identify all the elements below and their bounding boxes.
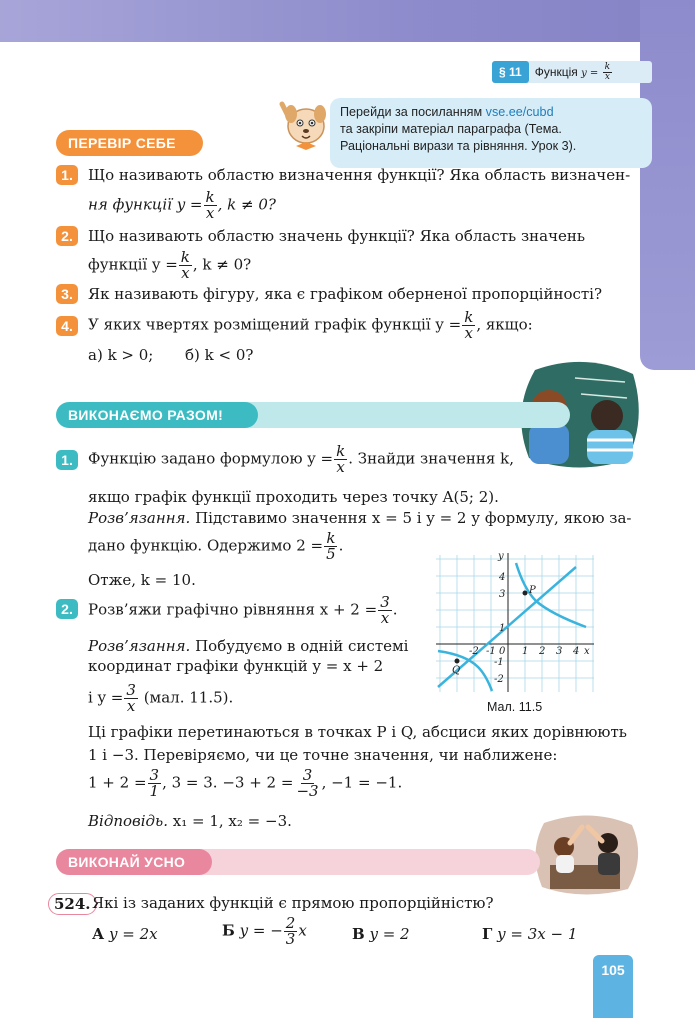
problem-2-check: 1 + 2 = $\frac{3}{1}$ , 3 = 3. −3 + 2 = $\frac{3}{-3}$ , −1 = −1. [88, 766, 403, 800]
axis-y-label: y [498, 551, 504, 562]
problem-1-line3: Розв’язання. Підставимо значення x = 5 і y = 2 у формулу, якою за- [88, 509, 632, 527]
question-4-line1: У яких чвертях розміщений графік функції y = $\frac{k}{x}$ , якщо: [88, 308, 533, 342]
problem-2-line4: і y = $\frac{3}{x}$ (мал. 11.5). [88, 681, 234, 715]
x-tick: -2 [469, 646, 479, 657]
section-tag [492, 61, 652, 83]
mascot-icon [278, 96, 330, 156]
origin-label: 0 [499, 646, 506, 657]
y-tick: 4 [499, 572, 506, 583]
problem-1-line2: якщо графік функції проходить через точку A(5; 2). [88, 488, 499, 506]
x-tick: 2 [539, 646, 546, 657]
x-tick: 1 [522, 646, 529, 657]
section-title: Функція [534, 65, 578, 79]
problem-2-answer: Відповідь. x₁ = 1, x₂ = −3. [88, 812, 292, 830]
top-band [0, 0, 695, 42]
problem-2-line2: Розв’язання. Побудуємо в одній системі [88, 637, 409, 655]
problem-number: 1. [56, 450, 78, 470]
problem-number: 2. [56, 599, 78, 619]
y-tick: -2 [494, 674, 504, 685]
x-tick: 4 [573, 646, 580, 657]
axis-x-label: x [584, 646, 590, 657]
section-number: § 11 [492, 61, 529, 83]
problem-1-line4: дано функцію. Одержимо 2 = $\frac{k}{5}$ . [88, 529, 344, 563]
option-c: В y = 2 [352, 925, 410, 943]
question-4-option-a: а) k > 0; [88, 346, 154, 364]
question-number: 2. [56, 226, 78, 246]
question-1-line2: ня функції y = $\frac{k}{x}$ , k ≠ 0? [88, 188, 276, 222]
section-formula-fraction: $\frac{k}{x}$ [604, 62, 611, 83]
side-band [640, 0, 695, 370]
question-4-option-b: б) k < 0? [185, 346, 254, 364]
question-3-line1: Як називають фігуру, яка є графіком оберненої пропорційності? [88, 285, 603, 303]
graph-figure [436, 549, 596, 694]
y-tick: 3 [499, 589, 506, 600]
info-link[interactable]: vse.ee/cubd [485, 105, 554, 119]
question-number: 4. [56, 316, 78, 336]
question-number: 1. [56, 165, 78, 185]
problem-2-line5: Ці графіки перетинаються в точках P і Q, абсциси яких дорівнюють [88, 723, 627, 741]
oral-heading-tail [195, 849, 540, 875]
figure-caption: Мал. 11.5 [487, 700, 543, 714]
together-heading-tail [240, 402, 570, 428]
info-line1: Перейди за посиланням [340, 105, 486, 119]
classroom-photo [530, 813, 642, 895]
info-line3: Раціональні вирази та рівняння. Урок 3). [340, 139, 577, 153]
point-p-label: P [529, 585, 536, 596]
task-number: 524. [48, 893, 97, 915]
problem-2-line1: Розв’яжи графічно рівняння x + 2 = $\frac{3}{x}$ . [88, 593, 398, 627]
together-heading: ВИКОНАЄМО РАЗОМ! [56, 402, 258, 428]
option-a: А y = 2x [92, 925, 158, 943]
problem-1-line5: Отже, k = 10. [88, 571, 196, 589]
task-text: Які із заданих функцій є прямою пропорційністю? [92, 894, 494, 912]
question-number: 3. [56, 284, 78, 304]
problem-1-line1: Функцію задано формулою y = $\frac{k}{x}$ . Знайди значення k, [88, 442, 515, 476]
check-yourself-heading: ПЕРЕВІР СЕБЕ [56, 130, 203, 156]
section-formula-lhs: y = [581, 68, 599, 79]
problem-2-line6: 1 і −3. Перевіряємо, чи це точне значення, чи наближене: [88, 746, 558, 764]
x-tick: 3 [556, 646, 563, 657]
y-tick: -1 [494, 657, 504, 668]
info-line2: та закріпи матеріал параграфа (Тема. [340, 122, 562, 136]
y-tick: 1 [499, 623, 506, 634]
question-2-line1: Що називають областю значень функції? Яка область значень [88, 227, 586, 245]
problem-2-line3: координат графіки функцій y = x + 2 [88, 657, 384, 675]
option-d: Г y = 3x − 1 [482, 925, 578, 943]
x-tick: -1 [486, 646, 496, 657]
question-2-line2: функції y = $\frac{k}{x}$ , k ≠ 0? [88, 248, 252, 282]
info-box [330, 98, 652, 168]
oral-heading: ВИКОНАЙ УСНО [56, 849, 212, 875]
question-1-line1: Що називають областю визначення функції? Яка область визначен- [88, 166, 631, 184]
page-number: 105 [593, 955, 633, 1018]
point-q-label: Q [452, 665, 461, 676]
option-b: Б y = − $\frac{2}{3}$ x [222, 914, 307, 948]
